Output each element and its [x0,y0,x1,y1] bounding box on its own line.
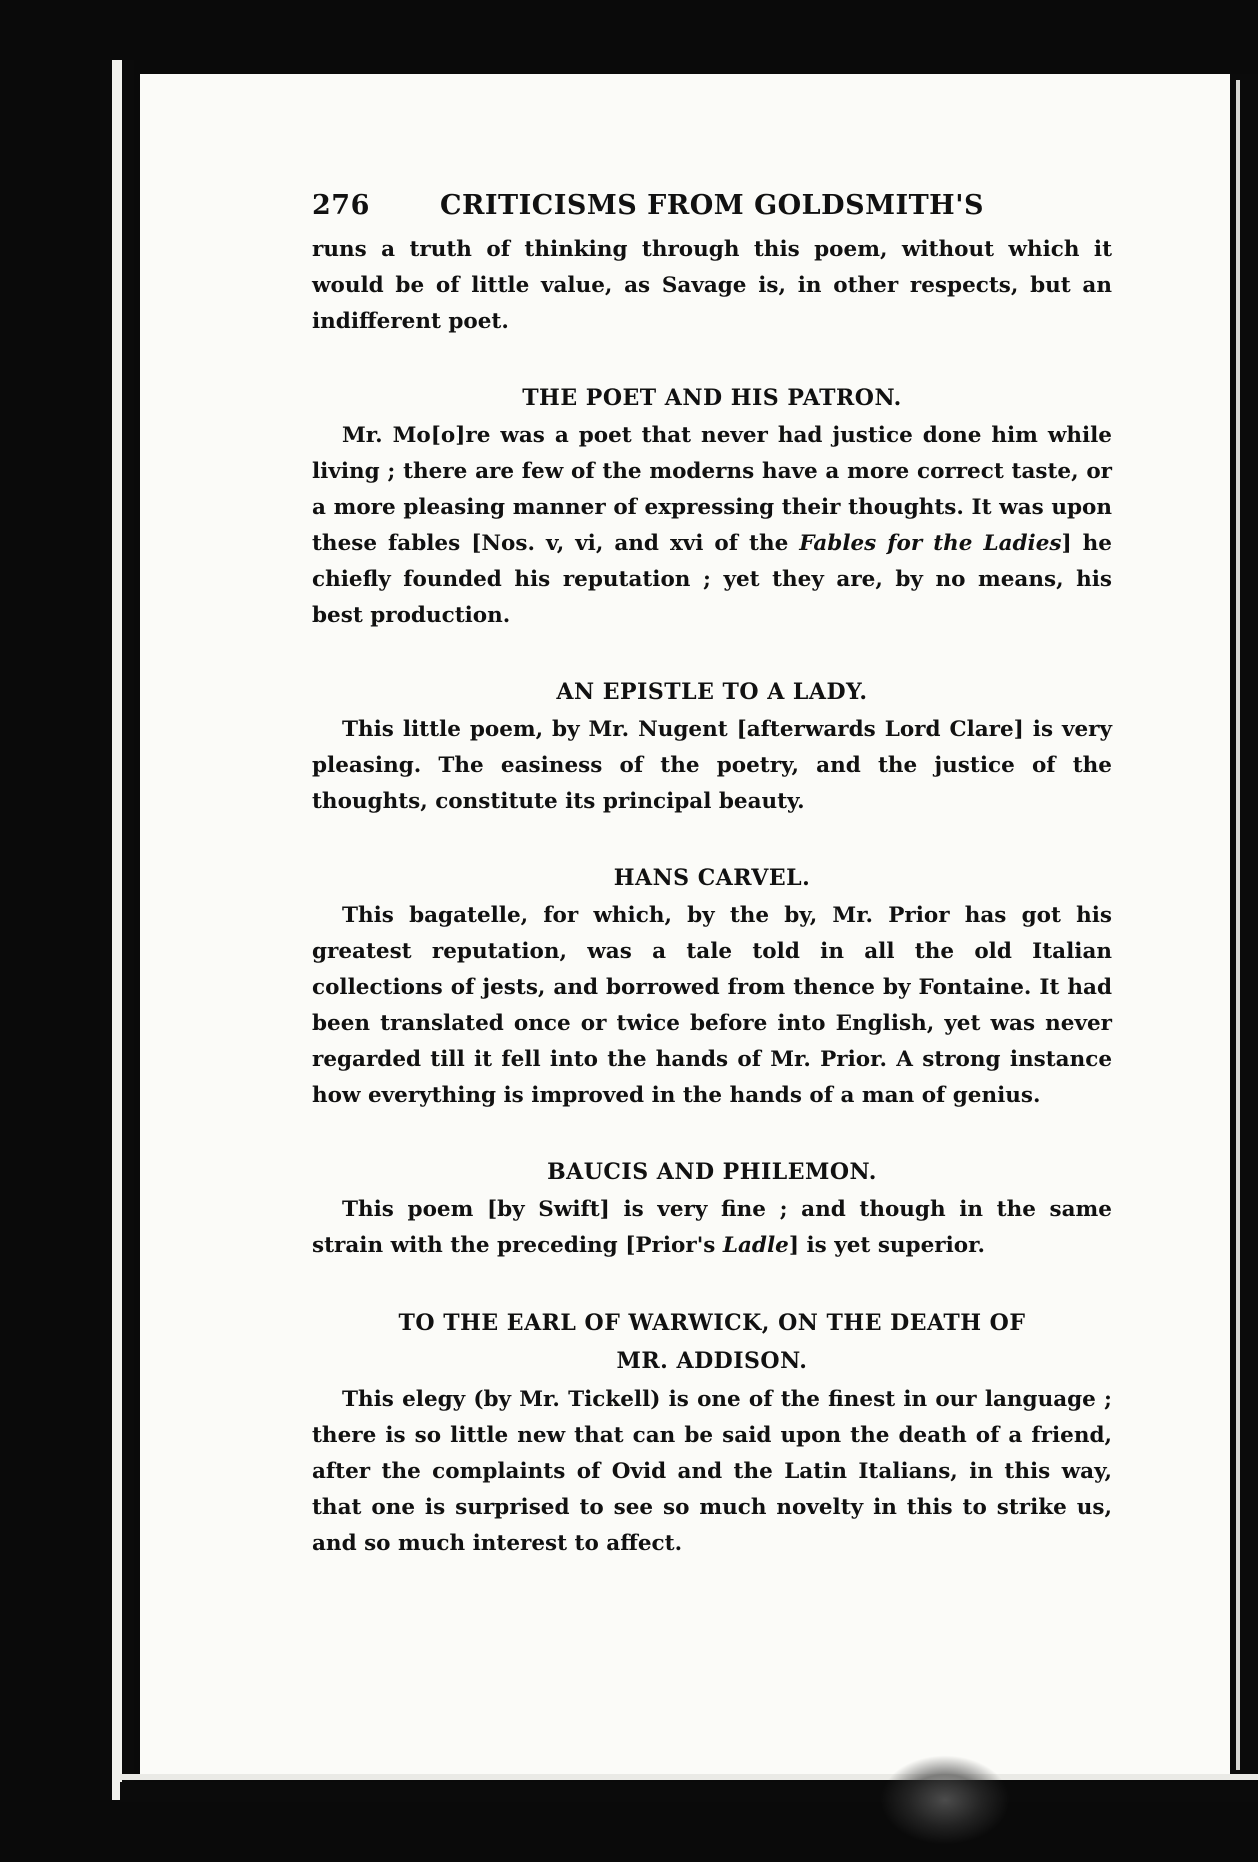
section-heading-epistle: AN EPISTLE TO A LADY. [556,679,868,705]
section-heading-poet-patron: THE POET AND HIS PATRON. [522,385,902,411]
paragraph-text: ] he chiefly founded his reputation ; yet they are, by no means, his best production. [312,531,1112,628]
paragraph-text: Mr. Mo[o]re was a poet that never had justice done him while living ; there are few of the moderns have a more correct taste, or a more pleasing manner of expressing their thoughts. It was upon these fables [Nos. v, vi, and xvi of the [312,423,1112,556]
paragraph-text: This poem [by Swift] is very fine ; and though in the same strain with the preceding [Prior's [312,1197,1112,1258]
paragraph-text: ] is yet superior. [788,1233,985,1258]
right-border-rule [1230,74,1258,1774]
paragraph-earl-warwick: This elegy (by Mr. Tickell) is one of the finest in our language ; there is so little new that can be said upon the death of a friend, after the complaints of Ovid and the Latin Italians, in this way, that one is surprised to see so much novelty in this to strike us, and so much interest to affect. [312,1387,1112,1556]
page-number: 276 [312,190,370,221]
paragraph-baucis [312,1192,1112,1264]
paragraph-poet-patron [312,418,1112,634]
scan-blemish [880,1755,1010,1845]
heading-line: MR. ADDISON. [616,1348,808,1374]
italic-title: Fables for the Ladies [799,531,1062,556]
page-content [312,186,1112,1562]
paragraph-epistle: This little poem, by Mr. Nugent [afterwards Lord Clare] is very pleasing. The easiness of the poetry, and the justice of the thoughts, constitute its principal beauty. [312,717,1112,814]
bottom-border-band [120,1782,1258,1802]
continuation-paragraph: runs a truth of thinking through this poem, without which it would be of little value, as Savage is, in other respects, but an indifferent poet. [312,237,1112,334]
bottom-border-rule [120,1774,1258,1780]
heading-line: TO THE EARL OF WARWICK, ON THE DEATH OF [398,1310,1026,1336]
italic-title: Ladle [722,1233,789,1258]
running-title: CRITICISMS FROM GOLDSMITH'S [440,190,984,221]
paragraph-hans-carvel: This bagatelle, for which, by the by, Mr. Prior has got his greatest reputation, was a tale told in all the old Italian collections of jests, and borrowed from thence by Fontaine. It had been translated once or twice before into English, yet was never regarded till it fell into the hands of Mr. Prior. A strong instance how everything is improved in the hands of a man of genius. [312,903,1112,1108]
section-heading-hans-carvel: HANS CARVEL. [613,865,811,891]
section-heading-baucis: BAUCIS AND PHILEMON. [547,1159,877,1185]
right-border-highlight [1236,80,1240,1770]
section-heading-earl-warwick [312,1304,1112,1380]
left-border-gap [112,60,122,1800]
left-border-rule-inner [124,60,134,1800]
page-header [312,186,1112,232]
